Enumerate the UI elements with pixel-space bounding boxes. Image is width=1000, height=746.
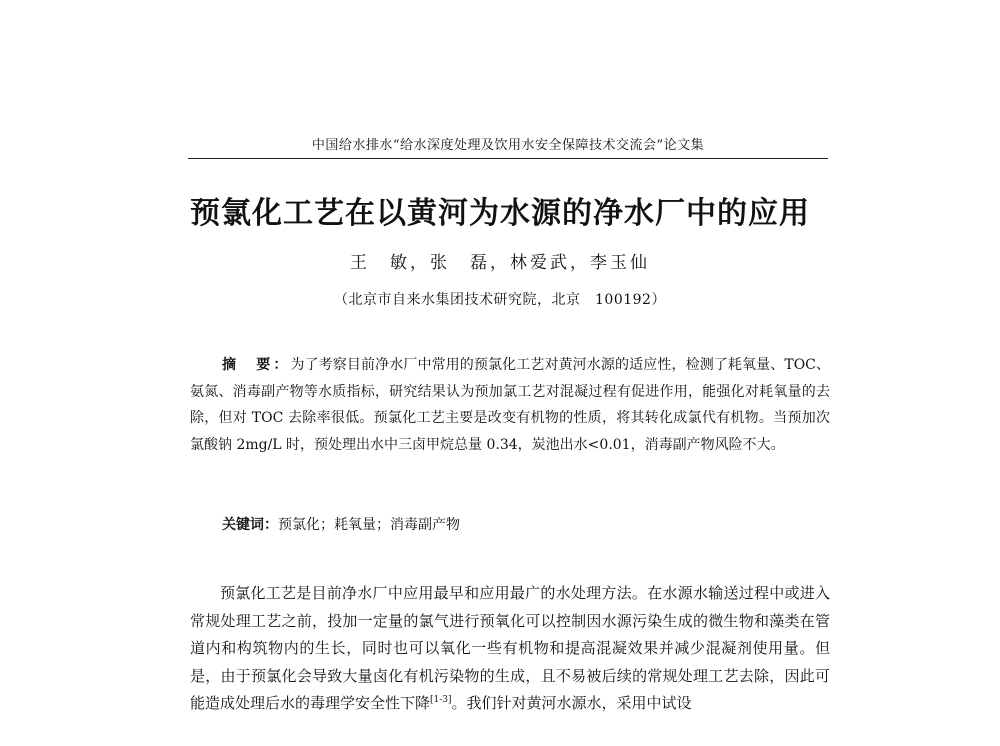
keywords-text: 预氯化；耗氧量；消毒副产物	[278, 517, 460, 533]
citation: [1-3]	[430, 695, 452, 705]
body-text: 预氯化工艺是目前净水厂中应用最早和应用最广的水处理方法。在水源水输送过程中或进入常规处理工艺之前，投加一定量的氯气进行预氧化可以控制因水源污染生成的微生物和藻类在管道内和构筑物内的生长，同时也可以氧化一些有机物和提高混凝效果并减少混凝剂使用量。但是，由于预氯化会导致大量卤化有机污染物的生成，且不易被后续的常规处理工艺去除，因此可能造成处理后水的毒理学安全性下降	[190, 584, 830, 712]
authors: 王 敏，张 磊，林爱武，李玉仙	[350, 253, 650, 273]
body-paragraph	[190, 580, 830, 718]
paper-title: 预氯化工艺在以黄河为水源的净水厂中的应用	[190, 196, 810, 231]
keywords	[222, 514, 822, 534]
keywords-label: 关键词：	[222, 517, 278, 533]
body-text-after: 。我们针对黄河水源水，采用中试设	[451, 694, 692, 712]
abstract-text: 为了考察目前净水厂中常用的预氯化工艺对黄河水源的适应性，检测了耗氧量、TOC、氨氮、消毒副产物等水质指标，研究结果认为预加氯工艺对混凝过程有促进作用，能强化对耗氧量的去除，但对 TOC 去除率很低。预氯化工艺主要是改变有机物的性质，将其转化成氯代有机物。当预加次氯酸钠 2mg/L 时，预处理出水中三卤甲烷总量 0.34，炭池出水<0.01，消毒副产物风险不大。	[190, 357, 831, 453]
abstract	[190, 352, 830, 458]
running-head: 中国给水排水“给水深度处理及饮用水安全保障技术交流会”论文集	[188, 134, 828, 159]
affiliation: （北京市自来水集团技术研究院，北京 100192）	[334, 292, 666, 308]
abstract-label: 摘 要：	[222, 357, 291, 373]
